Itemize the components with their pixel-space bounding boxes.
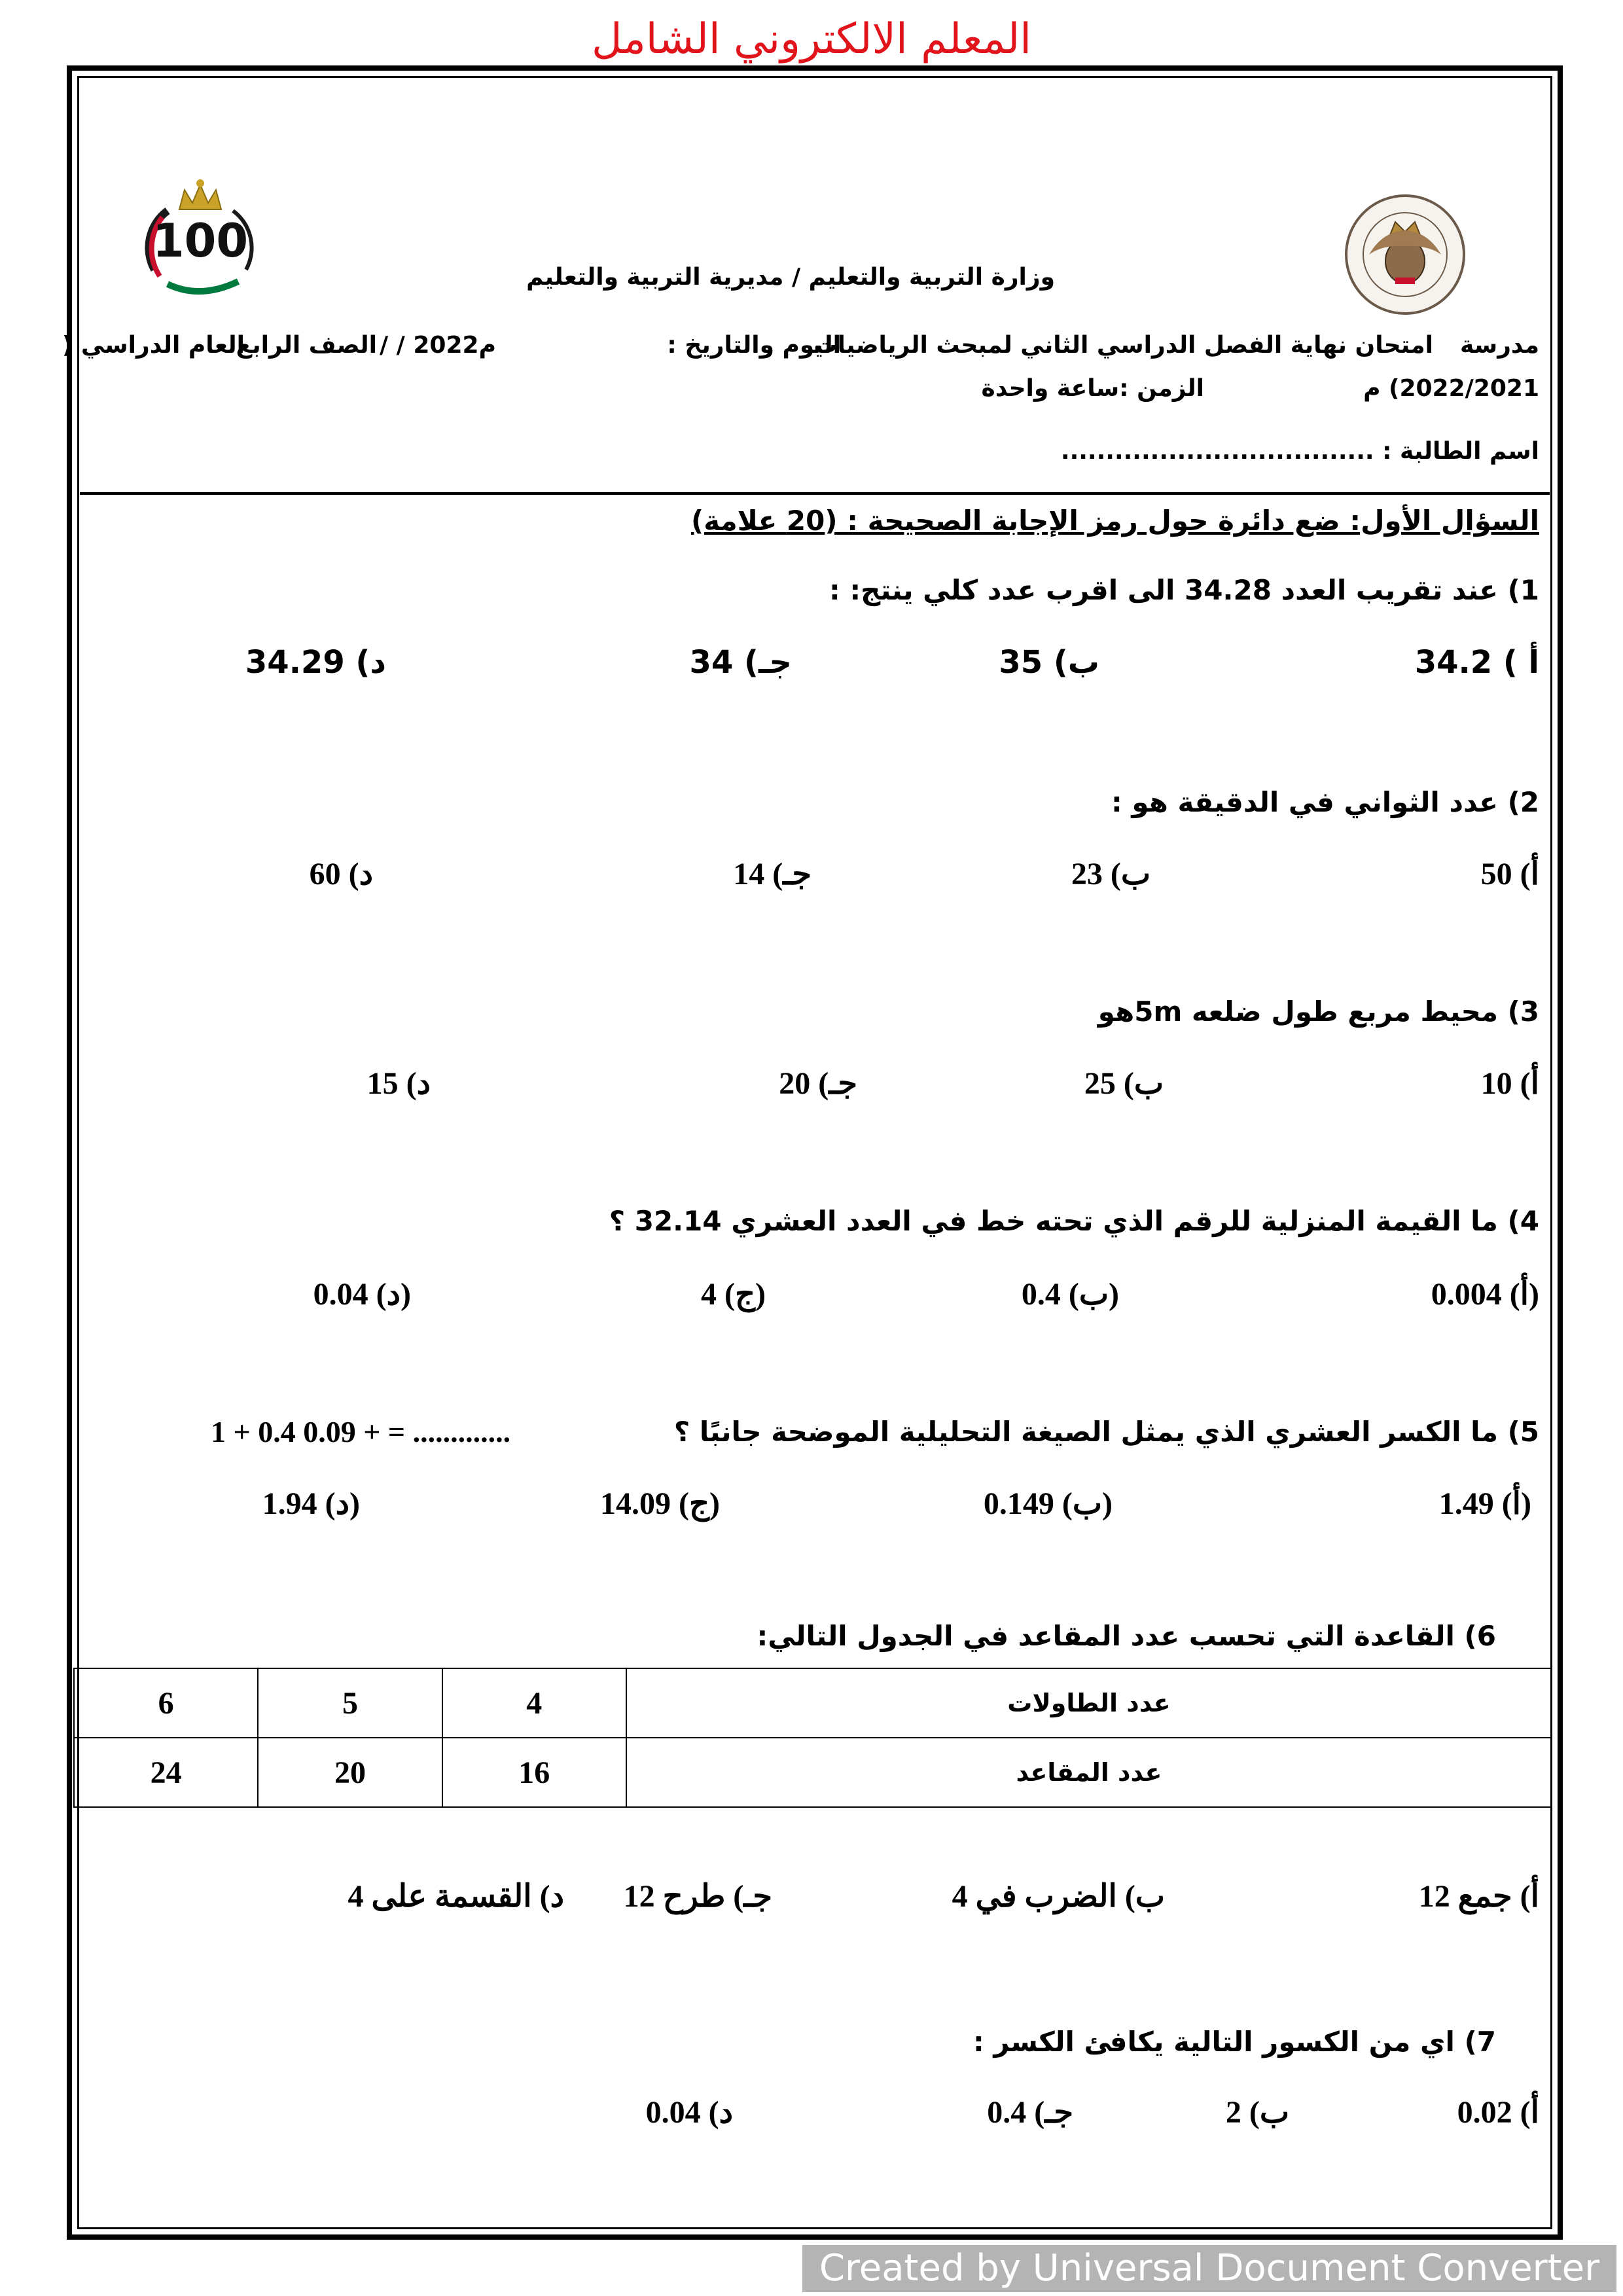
q7-option-d[interactable]: د) 0.04 bbox=[645, 2095, 733, 2130]
q1-option-a[interactable]: أ ) 34.2 bbox=[1414, 644, 1539, 681]
ministry-seal-icon bbox=[1343, 192, 1467, 317]
question-1: 1) عند تقريب العدد 34.28 الى اقرب عدد كلي ينتج: : bbox=[829, 574, 1539, 606]
q6-option-d[interactable]: د) القسمة على 4 bbox=[348, 1879, 564, 1914]
table-cell: 5 bbox=[258, 1668, 442, 1738]
table-cell: 20 bbox=[258, 1738, 442, 1807]
q6-option-a[interactable]: أ) جمع 12 bbox=[1418, 1879, 1539, 1914]
q7-option-a[interactable]: أ) 0.02 bbox=[1457, 2095, 1539, 2130]
converter-watermark: Created by Universal Document Converter bbox=[802, 2245, 1616, 2292]
question-7: 7) اي من الكسور التالية يكافئ الكسر : bbox=[973, 2026, 1496, 2058]
table-row bbox=[74, 1668, 1552, 1738]
exam-title: امتحان نهاية الفصل الدراسي الثاني لمبحث الرياضيات bbox=[813, 332, 1433, 359]
q1-option-d[interactable]: د) 34.29 bbox=[245, 644, 386, 681]
q2-option-d[interactable]: د) 60 bbox=[309, 857, 373, 891]
q2-option-b[interactable]: ب) 23 bbox=[1071, 857, 1150, 891]
header-separator bbox=[80, 492, 1550, 495]
q5-option-b[interactable]: (ب) 0.149 bbox=[983, 1486, 1113, 1521]
day-date-label: اليوم والتاريخ : bbox=[667, 332, 841, 359]
ministry-line: وزارة التربية والتعليم / مديرية التربية والتعليم bbox=[526, 264, 1055, 291]
q7-option-c[interactable]: جـ) 0.4 bbox=[987, 2095, 1073, 2130]
centenary-logo-icon bbox=[128, 171, 272, 302]
school-label: مدرسة bbox=[1459, 332, 1539, 359]
q3-option-b[interactable]: ب) 25 bbox=[1084, 1066, 1164, 1101]
q1-option-b[interactable]: ب) 35 bbox=[999, 644, 1099, 681]
q5-option-c[interactable]: (ج) 14.09 bbox=[600, 1486, 720, 1521]
grade-label: الصف الرابع bbox=[236, 332, 377, 359]
q3-option-c[interactable]: جـ) 20 bbox=[779, 1066, 857, 1101]
q2-option-c[interactable]: جـ) 14 bbox=[733, 857, 812, 891]
table-row bbox=[74, 1738, 1552, 1807]
seating-table bbox=[73, 1668, 1552, 1808]
exam-time: الزمن :ساعة واحدة bbox=[981, 375, 1204, 402]
question-3: 3) محيط مربع طول ضلعه 5mهو bbox=[1097, 996, 1539, 1028]
q4-option-c[interactable]: (ج) 4 bbox=[701, 1277, 766, 1312]
table-row-label: عدد المقاعد bbox=[626, 1738, 1552, 1807]
date-value: / / 2022م bbox=[380, 332, 496, 359]
table-cell: 24 bbox=[74, 1738, 258, 1807]
q1-option-c[interactable]: جـ) 34 bbox=[689, 644, 792, 681]
question-5: 5) ما الكسر العشري الذي يمثل الصيغة التحليلية الموضحة جانبًا ؟ bbox=[673, 1416, 1539, 1448]
q5-option-a[interactable]: (أ) 1.49 bbox=[1438, 1486, 1531, 1521]
q7-option-b[interactable]: ب) 2 bbox=[1225, 2095, 1289, 2130]
q3-option-d[interactable]: د) 15 bbox=[366, 1066, 431, 1101]
table-cell: 16 bbox=[442, 1738, 626, 1807]
student-name-field: اسم الطالبة : ................................... bbox=[1060, 438, 1539, 465]
table-cell: 4 bbox=[442, 1668, 626, 1738]
section-title: السؤال الأول: ضع دائرة حول رمز الإجابة الصحيحة : (20 علامة) bbox=[691, 505, 1539, 537]
q6-option-c[interactable]: جـ) طرح 12 bbox=[623, 1879, 772, 1914]
q4-option-a[interactable]: (أ) 0.004 bbox=[1431, 1277, 1539, 1312]
q4-option-b[interactable]: (ب) 0.4 bbox=[1021, 1277, 1119, 1312]
q5-option-d[interactable]: (د) 1.94 bbox=[262, 1486, 360, 1521]
question-2: 2) عدد الثواني في الدقيقة هو : bbox=[1111, 786, 1539, 818]
q6-option-b[interactable]: ب) الضرب في 4 bbox=[952, 1879, 1165, 1914]
question-6: 6) القاعدة التي تحسب عدد المقاعد في الجدول التالي: bbox=[757, 1620, 1496, 1652]
q5-expression: 1 + 0.4 0.09 + = ............. bbox=[211, 1415, 511, 1448]
table-cell: 6 bbox=[74, 1668, 258, 1738]
q3-option-a[interactable]: أ) 10 bbox=[1480, 1066, 1539, 1101]
q2-option-a[interactable]: أ) 50 bbox=[1480, 857, 1539, 891]
year-label: العام الدراسي ( bbox=[62, 332, 245, 359]
site-title: المعلم الالكتروني الشامل bbox=[591, 15, 1032, 63]
q4-option-d[interactable]: (د) 0.04 bbox=[313, 1277, 411, 1312]
academic-year: 2022/2021) م bbox=[1363, 375, 1539, 402]
table-row-label: عدد الطاولات bbox=[626, 1668, 1552, 1738]
svg-text:100: 100 bbox=[152, 214, 249, 268]
question-4: 4) ما القيمة المنزلية للرقم الذي تحته خط في العدد العشري 32.14 ؟ bbox=[609, 1205, 1539, 1237]
